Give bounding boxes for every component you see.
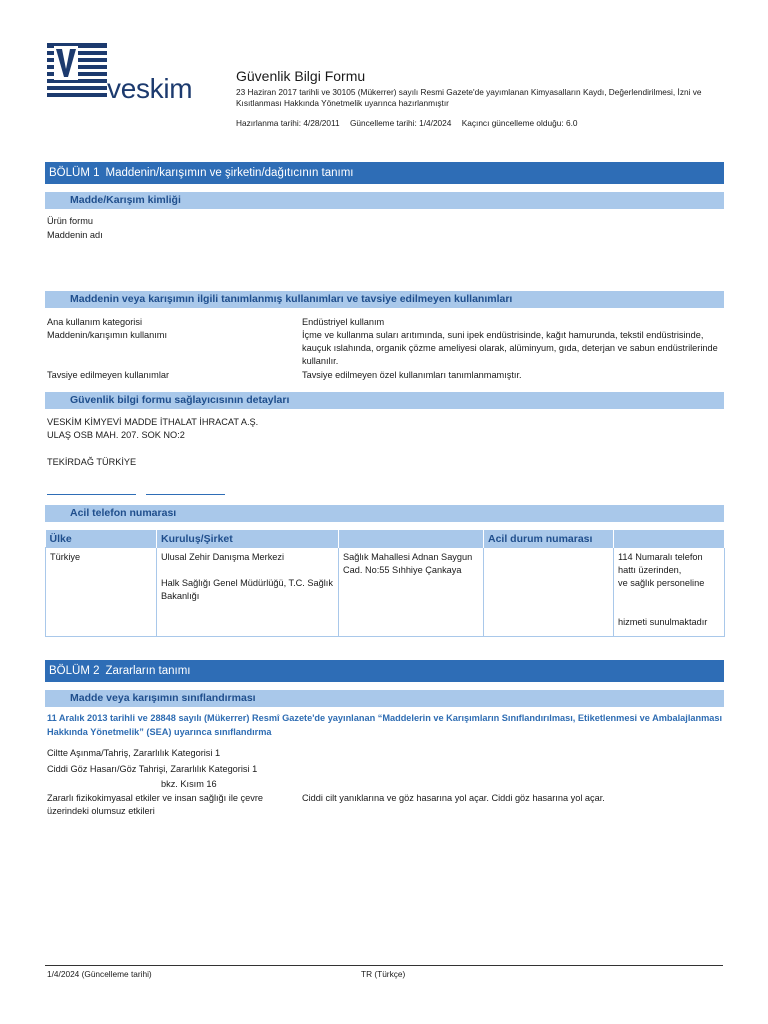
note-line-1: 114 Numaralı telefon hattı üzerinden, — [618, 552, 703, 575]
use-value-not-recommended: Tavsiye edilmeyen özel kullanımları tanımlanmamıştır. — [302, 370, 522, 380]
table-row — [46, 548, 725, 637]
effects-label: Zararlı fizikokimyasal etkiler ve insan sağlığı ile çevre üzerindeki olumsuz etkileri — [47, 793, 263, 816]
prep-date: Hazırlanma tarihi: 4/28/2011 — [236, 118, 340, 128]
cell-organisation — [157, 548, 339, 637]
cell-phone — [484, 548, 614, 637]
veskim-logo-mark — [47, 43, 107, 101]
cell-country: Türkiye — [46, 548, 157, 637]
hazard-reference: bkz. Kısım 16 — [161, 779, 217, 789]
col-address — [339, 530, 484, 548]
col-note — [614, 530, 725, 548]
use-label-main: Ana kullanım kategorisi — [47, 317, 142, 327]
document-dates — [236, 118, 578, 128]
document-subtitle: 23 Haziran 2017 tarihli ve 30105 (Mükerrer) sayılı Resmi Gazete'de yayımlanan Kimyasalların Kaydı, Değerlendirilmesi, İzni ve Kısıtlanması Hakkında Yönetmelik uyarınca hazırlanmıştır — [236, 87, 702, 108]
classification-subheader: Madde veya karışımın sınıflandırması — [45, 690, 724, 707]
substance-name-label: Maddenin adı — [47, 230, 103, 240]
use-label-application: Maddenin/karışımın kullanımı — [47, 330, 167, 340]
regulation-text: 11 Aralık 2013 tarihli ve 28848 sayılı (Mükerrer) Resmî Gazete'de yayınlanan “Maddelerin ve Karışımların Sınıflandırılması, Etiketlenmesi ve Ambalajlanması Hakkında Yönetmelik” (SEA) uyarınca sınıflandırma — [47, 713, 723, 737]
footer-divider — [45, 965, 723, 966]
supplier-address: ULAŞ OSB MAH. 207. SOK NO:2 — [47, 430, 185, 440]
footer-date: 1/4/2024 (Güncelleme tarihi) — [47, 969, 152, 979]
emergency-subheader: Acil telefon numarası — [45, 505, 724, 522]
logo-wordmark: veskim — [107, 73, 193, 104]
supplier-subheader: Güvenlik bilgi formu sağlayıcısının detayları — [45, 392, 724, 409]
emergency-table — [45, 530, 725, 637]
note-line-2: ve sağlık personeline — [618, 578, 705, 588]
cell-address: Sağlık Mahallesi Adnan Saygun Cad. No:55 Sıhhiye Çankaya — [339, 548, 484, 637]
note-line-3: hizmeti sunulmaktadır — [618, 617, 708, 627]
version-number: Kaçıncı güncelleme olduğu: 6.0 — [461, 118, 578, 128]
section-2-number: BÖLÜM 2 — [49, 665, 100, 677]
use-label-not-recommended: Tavsiye edilmeyen kullanımlar — [47, 370, 170, 380]
document-title: Güvenlik Bilgi Formu — [236, 68, 366, 84]
emergency-table-header — [46, 530, 725, 548]
use-value-application: İçme ve kullanma suları arıtımında, suni ipek endüstrisinde, kağıt hamurunda, tekstil endüstrisinde, kauçuk ıslahında, organik çözme ameliyesi olarak, alüminyum, gıda, deterjan ve sabun endüstrilerinde kullanılır. — [302, 330, 718, 366]
col-country: Ülke — [46, 530, 157, 548]
company-logo — [47, 43, 209, 105]
use-value-main: Endüstriyel kullanım — [302, 317, 385, 327]
supplier-link-1[interactable] — [47, 494, 136, 495]
hazard-skin: Ciltte Aşınma/Tahriş, Zararlılık Kategorisi 1 — [47, 748, 221, 758]
update-date: Güncelleme tarihi: 1/4/2024 — [349, 118, 452, 128]
footer-language: TR (Türkçe) — [361, 969, 406, 979]
identity-subheader: Madde/Karışım kimliği — [45, 192, 724, 209]
effects-value: Ciddi cilt yanıklarına ve göz hasarına yol açar. Ciddi göz hasarına yol açar. — [302, 793, 605, 803]
section-2-header — [45, 660, 724, 682]
org-name-1: Ulusal Zehir Danışma Merkezi — [161, 552, 285, 562]
supplier-link-2[interactable] — [146, 494, 225, 495]
col-organisation: Kuruluş/Şirket — [157, 530, 339, 548]
supplier-city: TEKİRDAĞ TÜRKİYE — [47, 457, 137, 467]
section-1-number: BÖLÜM 1 — [49, 167, 100, 179]
product-form-label: Ürün formu — [47, 216, 93, 226]
hazard-eye: Ciddi Göz Hasarı/Göz Tahrişi, Zararlılık Kategorisi 1 — [47, 764, 258, 774]
org-name-2: Halk Sağlığı Genel Müdürlüğü, T.C. Sağlık Bakanlığı — [161, 578, 333, 601]
cell-note — [614, 548, 725, 637]
section-2-title: Zararların tanımı — [105, 665, 191, 677]
col-emergency-number: Acil durum numarası — [484, 530, 614, 548]
supplier-name: VESKİM KİMYEVİ MADDE İTHALAT İHRACAT A.Ş. — [47, 417, 259, 427]
uses-subheader: Maddenin veya karışımın ilgili tanımlanmış kullanımları ve tavsiye edilmeyen kullanımları — [45, 291, 724, 308]
section-1-title: Maddenin/karışımın ve şirketin/dağıtıcının tanımı — [105, 167, 354, 179]
section-1-header — [45, 162, 724, 184]
